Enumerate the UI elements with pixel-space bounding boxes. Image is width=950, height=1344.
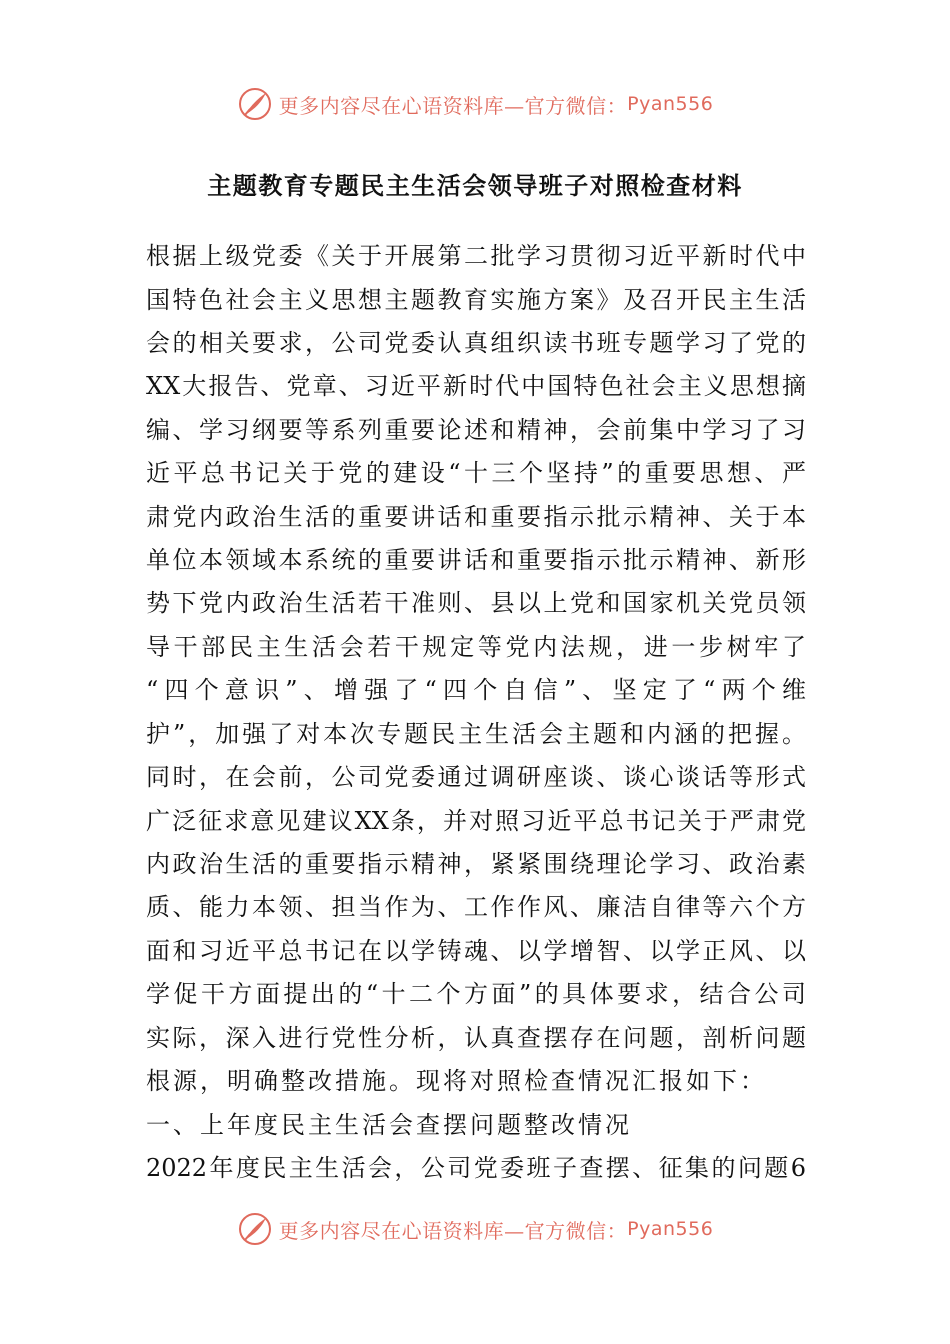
body-line: 编、学习纲要等系列重要论述和精神，会前集中学习了习 (146, 416, 806, 444)
watermark-wechat-id: Pyan556 (627, 1218, 714, 1240)
body-line: 会的相关要求，公司党委认真组织读书班专题学习了党的 (146, 329, 806, 357)
body-line: 实际，深入进行党性分析，认真查摆存在问题，剖析问题 (146, 1024, 806, 1052)
body-line: 内政治生活的重要指示精神，紧紧围绕理论学习、政治素 (146, 850, 806, 878)
body-line: 肃党内政治生活的重要讲话和重要指示批示精神、关于本 (146, 503, 806, 531)
watermark-text: 更多内容尽在心语资料库—官方微信： (278, 93, 628, 118)
body-line: 2022年度民主生活会，公司党委班子查摆、征集的问题6 (146, 1154, 806, 1182)
body-line: 同时，在会前，公司党委通过调研座谈、谈心谈话等形式 (146, 763, 806, 791)
watermark-header (0, 84, 950, 124)
watermark-wechat-id: Pyan556 (627, 93, 714, 115)
section-heading: 一、上年度民主生活会查摆问题整改情况 (146, 1111, 632, 1139)
body-line: 护”，加强了对本次专题民主生活会主题和内涵的把握。 (146, 720, 806, 748)
body-line: 广泛征求意见建议XX条，并对照习近平总书记关于严肃党 (146, 807, 806, 835)
document-title: 主题教育专题民主生活会领导班子对照检查材料 (207, 172, 743, 200)
body-line: 近平总书记关于党的建设“十三个坚持”的重要思想、严 (146, 459, 806, 487)
body-line: “四个意识”、增强了“四个自信”、坚定了“两个维 (146, 676, 806, 704)
watermark-text: 更多内容尽在心语资料库—官方微信： (278, 1218, 628, 1243)
body-line: 学促干方面提出的“十二个方面”的具体要求，结合公司 (146, 980, 806, 1008)
feather-pen-logo-icon (237, 1211, 273, 1247)
body-line: XX大报告、党章、习近平新时代中国特色社会主义思想摘 (146, 372, 806, 400)
body-line: 势下党内政治生活若干准则、县以上党和国家机关党员领 (146, 589, 806, 617)
body-line: 导干部民主生活会若干规定等党内法规，进一步树牢了 (146, 633, 806, 661)
feather-pen-logo-icon (237, 86, 273, 122)
body-line: 面和习近平总书记在以学铸魂、以学增智、以学正风、以 (146, 937, 806, 965)
watermark-footer (0, 1209, 950, 1249)
body-line: 单位本领域本系统的重要讲话和重要指示批示精神、新形 (146, 546, 806, 574)
body-line: 质、能力本领、担当作为、工作作风、廉洁自律等六个方 (146, 893, 806, 921)
body-line: 根据上级党委《关于开展第二批学习贯彻习近平新时代中 (146, 242, 806, 270)
body-line: 根源，明确整改措施。现将对照检查情况汇报如下： (146, 1067, 767, 1095)
body-line: 国特色社会主义思想主题教育实施方案》及召开民主生活 (146, 286, 806, 314)
